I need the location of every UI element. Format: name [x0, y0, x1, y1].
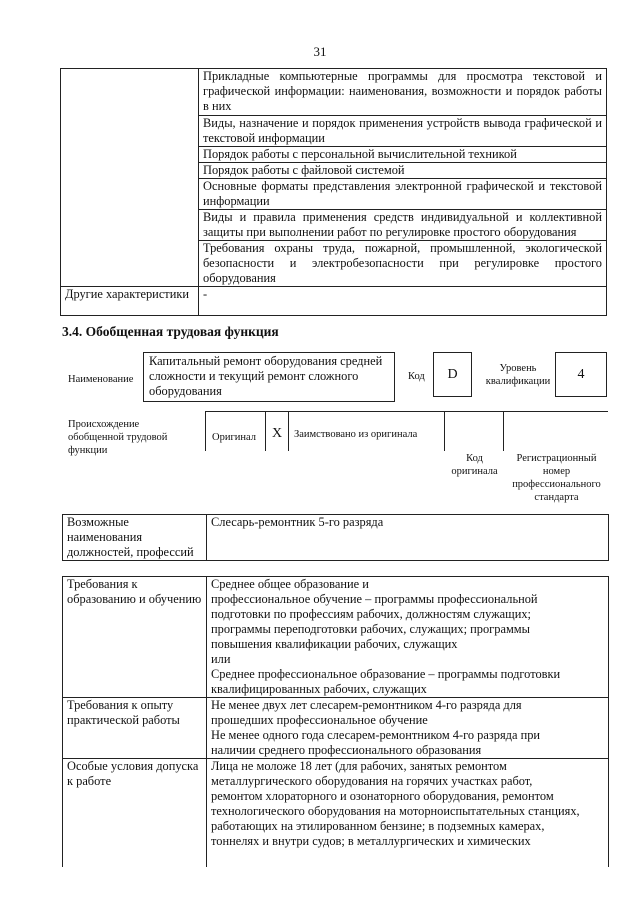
admission-value [207, 759, 609, 867]
education-line: повышения квалификации рабочих, служащих [211, 637, 458, 651]
borrowed-label: Заимствовано из оригинала [294, 429, 418, 440]
level-label: Уровень квалификации [485, 363, 551, 387]
education-label: Требования к образованию и обучению [63, 577, 207, 698]
experience-line: прошедших профессиональное обучение [211, 713, 428, 727]
code-value: D [433, 352, 472, 397]
knowledge-row: Виды, назначение и порядок применения устройств вывода графической и текстовой информации [199, 116, 607, 147]
code-original-label: Код оригинала [451, 453, 498, 477]
original-mark: X [272, 426, 283, 441]
positions-label: Возможные наименования должностей, профессий [63, 515, 207, 561]
knowledge-table [60, 68, 607, 316]
knowledge-row: Требования охраны труда, пожарной, промышленной, экологической безопасности и электробезопасности при регулировке простого оборудования [199, 241, 607, 287]
original-label: Оригинал [212, 432, 256, 443]
admission-line: ремонтом хлораторного и озонаторного оборудования, ремонтом [211, 789, 554, 803]
origin-label: Происхождение обобщенной трудовой функции [68, 419, 168, 456]
name-value: Капитальный ремонт оборудования средней сложности и текущий ремонт сложного оборудования [143, 352, 395, 402]
education-value [207, 577, 609, 698]
section-title: 3.4. Обобщенная трудовая функция [62, 324, 279, 339]
experience-value [207, 698, 609, 759]
knowledge-row: Порядок работы с файловой системой [199, 163, 607, 179]
knowledge-row: Порядок работы с персональной вычислительной техникой [199, 147, 607, 163]
admission-label: Особые условия допуска к работе [63, 759, 207, 867]
education-line: Среднее профессиональное образование – программы подготовки [211, 667, 561, 681]
level-value: 4 [555, 352, 607, 397]
education-line: квалифицированных рабочих, служащих [211, 682, 427, 696]
admission-line: металлургического оборудования на горячих участках работ, [211, 774, 533, 788]
education-line: подготовки по профессиям рабочих, должностям служащих; [211, 607, 531, 621]
admission-line: технологического оборудования на моторноиспытательных станциях, [211, 804, 580, 818]
experience-line: Не менее двух лет слесарем-ремонтником 4-го разряда для [211, 698, 522, 712]
origin-divider [503, 411, 504, 451]
knowledge-label-cell [61, 69, 199, 287]
page-number: 31 [313, 44, 327, 59]
positions-value: Слесарь-ремонтник 5-го разряда [207, 515, 609, 561]
knowledge-row: Прикладные компьютерные программы для просмотра текстовой и графической информации: наименования, возможности и порядок работы в них [199, 69, 607, 116]
knowledge-row: Основные форматы представления электронной графической и текстовой информации [199, 179, 607, 210]
registration-number-label: Регистрационный номер профессионального стандарта [512, 453, 601, 503]
code-label: Код [408, 371, 425, 382]
education-line: или [211, 652, 231, 666]
experience-line: Не менее одного года слесарем-ремонтником 4-го разряда при [211, 728, 541, 742]
experience-line: наличии среднего профессионального образования [211, 743, 482, 757]
education-line: Среднее общее образование и [211, 577, 369, 591]
other-characteristics-value: - [199, 287, 607, 316]
education-line: программы переподготовки рабочих, служащих; программы [211, 622, 530, 636]
admission-line: тоннелях и внутри судов; в металлургических и химических [211, 834, 531, 848]
origin-divider [265, 411, 266, 451]
knowledge-row: Виды и правила применения средств индивидуальной и коллективной защиты при выполнении работ по регулировке простого оборудования [199, 210, 607, 241]
origin-divider [288, 411, 289, 451]
admission-line: Лица не моложе 18 лет (для рабочих, занятых ремонтом [211, 759, 507, 773]
education-line: профессиональное обучение – программы профессиональной [211, 592, 538, 606]
name-label: Наименование [68, 374, 134, 385]
experience-label: Требования к опыту практической работы [63, 698, 207, 759]
other-characteristics-label: Другие характеристики [61, 287, 199, 316]
requirements-table [62, 576, 609, 867]
origin-divider [444, 411, 445, 451]
admission-line: работающих на этилированном бензине; в подземных камерах, [211, 819, 545, 833]
positions-table [62, 514, 609, 561]
